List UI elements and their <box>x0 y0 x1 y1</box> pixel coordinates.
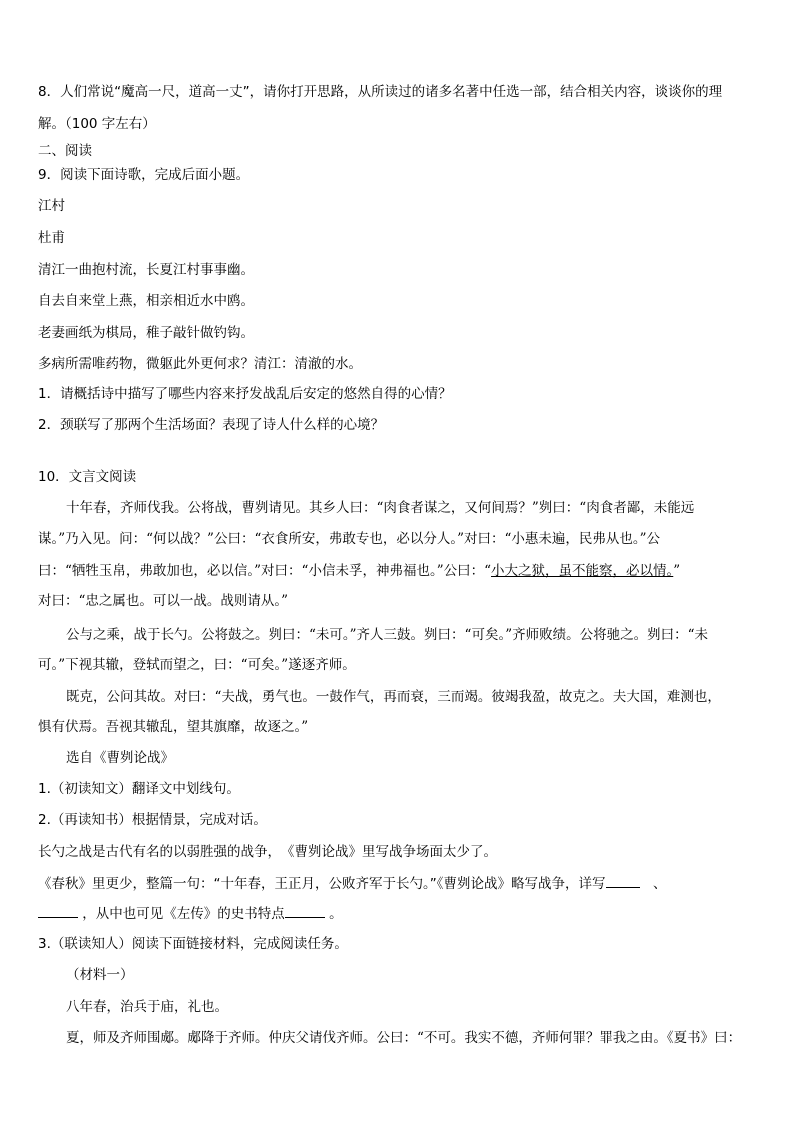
passage-line: 惧有伏焉。吾视其辙乱，望其旗靡，故逐之。” <box>38 719 309 735</box>
passage-line: 既克，公问其故。对曰：“夫战，勇气也。一鼓作气，再而衰，三而竭。彼竭我盈，故克之。夫大国，难测也， <box>66 689 721 705</box>
passage-line: 公与之乘，战于长勺。公将鼓之。刿曰：“未可。”齐人三鼓。刿曰：“可矣。”齐师败绩。公将驰之。刿曰：“未 <box>66 627 709 643</box>
q9-intro: 9．阅读下面诗歌，完成后面小题。 <box>38 167 250 183</box>
q10-sub-3-prompt: 3.（联读知人）阅读下面链接材料，完成阅读任务。 <box>38 936 348 952</box>
q8-line-2: 解。（100 字左右） <box>38 116 156 132</box>
answer-blank[interactable] <box>38 904 78 918</box>
poem-line: 多病所需唯药物，微躯此外更何求？清江：清澈的水。 <box>38 356 362 372</box>
answer-blank[interactable] <box>285 904 325 918</box>
passage-text: 曰：“牺牲玉帛，弗敢加也，必以信。”对曰：“小信未孚，神弗福也。”公曰：“ <box>38 563 492 579</box>
dialogue-line <box>38 904 343 923</box>
poem-line: 自去自来堂上燕，相亲相近水中鸥。 <box>38 293 254 309</box>
material-label: （材料一） <box>66 967 134 983</box>
passage-line: 谋。”乃入见。问：“何以战？”公曰：“衣食所安，弗敢专也，必以分人。”对曰：“小惠未遍，民弗从也。”公 <box>38 531 661 547</box>
section-title: 二、阅读 <box>38 143 92 159</box>
material-line: 八年春，治兵于庙，礼也。 <box>66 999 228 1015</box>
passage-line: 对曰：“忠之属也。可以一战。战则请从。” <box>38 593 289 609</box>
underlined-sentence: 小大之狱，虽不能察，必以情。 <box>491 563 674 579</box>
dialogue-text: ，从中也可见《左传》的史书特点 <box>82 906 285 922</box>
q10-title: 10．文言文阅读 <box>38 469 137 485</box>
dialogue-line <box>38 874 667 893</box>
passage-line: 可。”下视其辙，登轼而望之，曰：“可矣。”遂逐齐师。 <box>38 657 356 673</box>
dialogue-line: 长勺之战是古代有名的以弱胜强的战争， 《曹刿论战》里写战争场面太少了。 <box>38 844 497 860</box>
material-line: 夏，师及齐师围郕。郕降于齐师。仲庆父请伐齐师。公曰：“不可。我实不德，齐师何罪？罪我之由。《夏书》曰： <box>66 1030 742 1046</box>
dialogue-text: 《春秋》里更少，整篇一句：“十年春，王正月，公败齐军于长勺。”《曹刿论战》略写战争，详写 <box>38 876 606 892</box>
dialogue-text: 、 <box>653 876 667 892</box>
poem-line: 老妻画纸为棋局，稚子敲针做钓钩。 <box>38 325 254 341</box>
poem-line: 清江一曲抱村流，长夏江村事事幽。 <box>38 262 254 278</box>
q9-question-2: 2．颈联写了那两个生活场面？表现了诗人什么样的心境？ <box>38 417 385 433</box>
q10-sub-2-prompt: 2.（再读知书）根据情景，完成对话。 <box>38 812 267 828</box>
passage-source: 选自《曹刿论战》 <box>66 750 174 766</box>
answer-blank[interactable] <box>606 874 640 888</box>
poem-author: 杜甫 <box>38 230 65 246</box>
q9-question-1: 1．请概括诗中描写了哪些内容来抒发战乱后安定的悠然自得的心情？ <box>38 386 452 402</box>
passage-line: 十年春，齐师伐我。公将战，曹刿请见。其乡人曰：“肉食者谋之，又何间焉？”刿曰：“肉食者鄙，未能远 <box>66 500 695 516</box>
passage-line <box>38 562 680 580</box>
poem-title: 江村 <box>38 198 65 214</box>
passage-text: ” <box>673 563 681 579</box>
dialogue-text: 。 <box>329 906 343 922</box>
q10-sub-1: 1.（初读知文）翻译文中划线句。 <box>38 781 240 797</box>
q8-line-1: 8．人们常说“魔高一尺，道高一丈”，请你打开思路，从所读过的诸多名著中任选一部，结合相关内容，谈谈你的理 <box>38 84 723 100</box>
